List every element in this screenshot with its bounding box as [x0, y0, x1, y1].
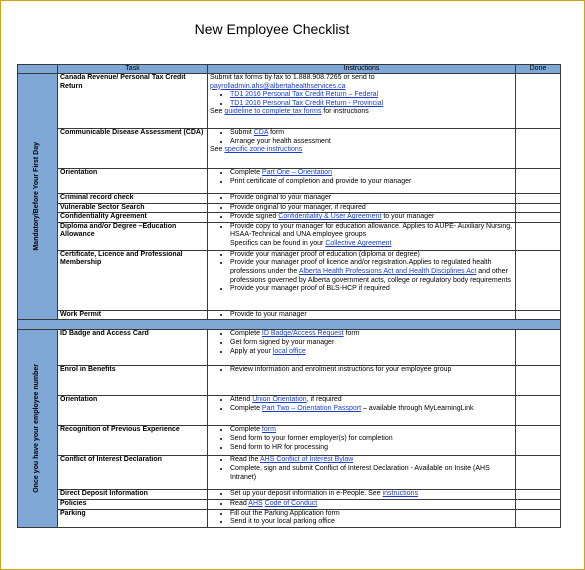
code-of-conduct-link[interactable]: Code of Conduct — [264, 499, 318, 507]
instructions-cell: • Submit CDA form • Arrange your health assessment See specific zone instructions — [208, 129, 516, 169]
table-row — [18, 129, 561, 169]
task-cell: Confidentiality Agreement — [58, 213, 208, 223]
table-row — [18, 250, 561, 310]
instructions-cell: • Read AHS Code of Conduct — [208, 499, 516, 509]
table-row — [18, 222, 561, 250]
payroll-email-link[interactable]: payrolladmin.ahs@albertahealthservices.ca — [210, 82, 346, 90]
instructions-cell: • Provide copy to your manager for education allowance. Applies to AUPE- Auxiliary Nursing, HSAA-Technical and UNA employee groups Specifics can be found in your Collective Agreement — [208, 222, 516, 250]
instructions-cell: • Complete Part One – Orientation • Print certificate of completion and provide to your manager — [208, 169, 516, 194]
table-header-row — [18, 65, 561, 74]
header-instructions: Instructions — [208, 65, 516, 74]
done-cell[interactable] — [516, 169, 561, 194]
zone-instructions-link[interactable]: specific zone instructions — [224, 146, 303, 154]
task-cell: Direct Deposit Information — [58, 490, 208, 500]
done-cell[interactable] — [516, 129, 561, 169]
task-cell: Work Permit — [58, 310, 208, 320]
table-row — [18, 456, 561, 490]
task-cell: Enrol in Benefits — [58, 366, 208, 396]
instructions-cell: • Review information and enrolment instructions for your employee group — [208, 366, 516, 396]
instructions-cell: • Provide your manager proof of education (diploma or degree) • Provide your manager proof of licence and/or registration.Applies to regulated health professions under the Alberta Health Professions Act and Health Disciplines Act and other professions governed by Alberta government acts, college or regulatory body requirements • Provide your manager proof of BLS-HCP if required — [208, 250, 516, 310]
td1-federal-link[interactable]: TD1 2016 Personal Tax Credit Return – Federal — [230, 91, 379, 99]
done-cell[interactable] — [516, 194, 561, 204]
table-row — [18, 509, 561, 527]
instructions-cell: • Attend Union Orientation, if required • Complete Part Two – Orientation Passport – available through MyLearningLink — [208, 396, 516, 426]
done-cell[interactable] — [516, 426, 561, 456]
tax-guideline-link[interactable]: guideline to complete tax forms — [224, 108, 322, 116]
instructions-cell: • Read the AHS Conflict of Interest Bylaw • Complete, sign and submit Conflict of Interest Declaration - Available on Insite (AHS Intranet) — [208, 456, 516, 490]
done-cell[interactable] — [516, 213, 561, 223]
done-cell[interactable] — [516, 203, 561, 213]
done-cell[interactable] — [516, 509, 561, 527]
table-row — [18, 490, 561, 500]
task-cell: Orientation — [58, 396, 208, 426]
task-cell: Conflict of Interest Declaration — [58, 456, 208, 490]
conflict-bylaw-link[interactable]: AHS Conflict of Interest Bylaw — [259, 456, 354, 464]
task-cell: Orientation — [58, 169, 208, 194]
done-cell[interactable] — [516, 366, 561, 396]
ahs-link[interactable]: AHS — [248, 499, 263, 507]
local-office-link[interactable]: local office — [272, 347, 306, 355]
done-cell[interactable] — [516, 222, 561, 250]
table-row — [18, 310, 561, 320]
task-cell: Canada Revenue/ Personal Tax Credit Return — [58, 74, 208, 129]
table-row — [18, 366, 561, 396]
collective-agreement-link[interactable]: Collective Agreement — [325, 239, 392, 247]
table-row — [18, 194, 561, 204]
table-row — [18, 74, 561, 129]
table-row — [18, 169, 561, 194]
td1-provincial-link[interactable]: TD1 2016 Personal Tax Credit Return - Provincial — [230, 99, 384, 107]
task-cell: Policies — [58, 499, 208, 509]
task-cell: Diploma and/or Degree –Education Allowance — [58, 222, 208, 250]
table-row — [18, 203, 561, 213]
done-cell[interactable] — [516, 310, 561, 320]
instructions-cell: • Provide signed Confidentiality & User Agreement to your manager — [208, 213, 516, 223]
task-cell: Parking — [58, 509, 208, 527]
task-cell: Recognition of Previous Experience — [58, 426, 208, 456]
instructions-cell: • Fill out the Parking Application form • Send it to your local parking office — [208, 509, 516, 527]
done-cell[interactable] — [516, 456, 561, 490]
section-separator — [18, 320, 561, 330]
health-professions-act-link[interactable]: Alberta Health Professions Act and Health Disciplines Act — [298, 267, 477, 275]
task-cell: ID Badge and Access Card — [58, 330, 208, 366]
table-row — [18, 499, 561, 509]
page-title: New Employee Checklist — [194, 21, 350, 37]
table-row — [18, 396, 561, 426]
done-cell[interactable] — [516, 499, 561, 509]
done-cell[interactable] — [516, 330, 561, 366]
instructions-cell: • Complete ID Badge/Access Request form • Get form signed by your manager • Apply at your local office — [208, 330, 516, 366]
instructions-cell: • Provide original to your manager, if required — [208, 203, 516, 213]
cda-form-link[interactable]: CDA — [253, 129, 269, 136]
instructions-cell: • Set up your deposit information in e-People. See instructions — [208, 490, 516, 500]
task-cell: Criminal record check — [58, 194, 208, 204]
table-row — [18, 330, 561, 366]
done-cell[interactable] — [516, 74, 561, 129]
instructions-cell: • Provide original to your manager — [208, 194, 516, 204]
confidentiality-agreement-link[interactable]: Confidentiality & User Agreement — [278, 213, 382, 221]
task-cell: Communicable Disease Assessment (CDA) — [58, 129, 208, 169]
header-done: Done — [516, 65, 561, 74]
section-label-mandatory: Mandatory/Before Your First Day — [18, 74, 58, 320]
union-orientation-link[interactable]: Union Orientation — [252, 396, 307, 404]
section-label-employee-number: Once you have your employee number — [18, 330, 58, 527]
header-task: Task — [58, 65, 208, 74]
task-cell: Vulnerable Sector Search — [58, 203, 208, 213]
table-row — [18, 426, 561, 456]
done-cell[interactable] — [516, 490, 561, 500]
instructions-cell: Submit tax forms by fax to 1.888.908.7265 or send to payrolladmin.ahs@albertahealthservices.ca • TD1 2016 Personal Tax Credit Return – Federal • TD1 2016 Personal Tax Credit Return - Provincial See guideline to complete tax forms for instructions — [208, 74, 516, 129]
instructions-cell: • Provide to your manager — [208, 310, 516, 320]
instructions-cell: • Complete form • Send form to your former employer(s) for completion • Send form to HR for processing — [208, 426, 516, 456]
done-cell[interactable] — [516, 396, 561, 426]
orientation-passport-link[interactable]: Part Two – Orientation Passport — [261, 404, 362, 412]
badge-request-link[interactable]: ID Badge/Access Request — [261, 330, 344, 338]
rpe-form-link[interactable]: form — [261, 426, 276, 434]
checklist-table — [17, 64, 561, 528]
direct-deposit-instructions-link[interactable]: instructions — [382, 490, 418, 498]
done-cell[interactable] — [516, 250, 561, 310]
task-cell: Certificate, Licence and Professional Membership — [58, 250, 208, 310]
table-row — [18, 213, 561, 223]
part-one-orientation-link[interactable]: Part One – Orientation — [261, 169, 332, 176]
header-blank — [18, 65, 58, 74]
